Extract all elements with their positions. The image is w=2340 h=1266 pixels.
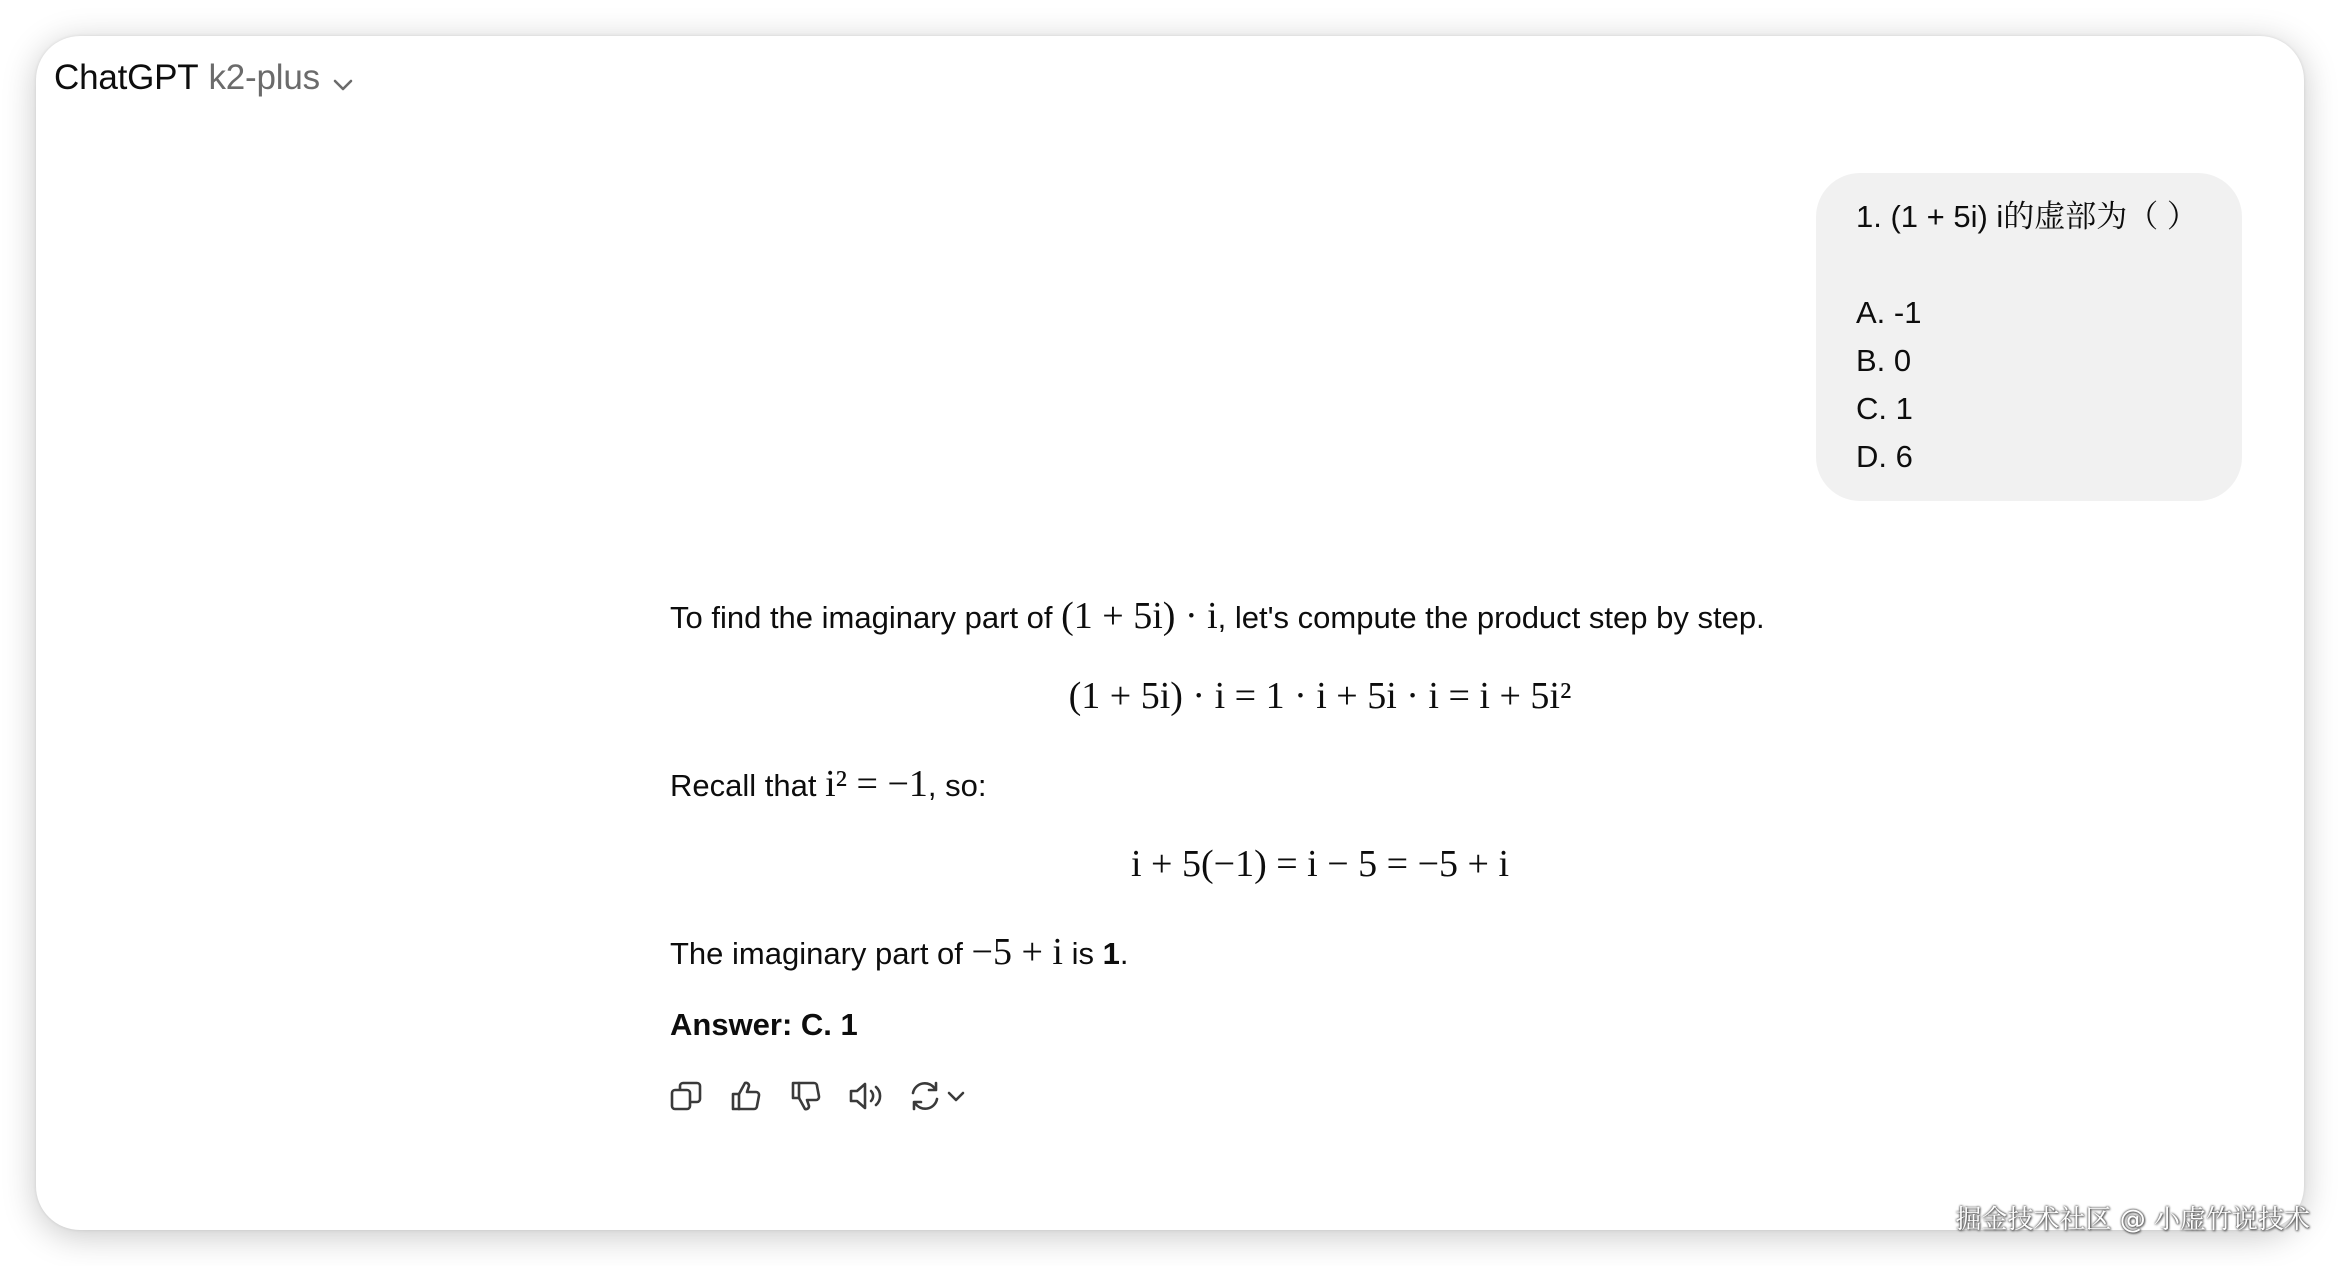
model-selector[interactable] (54, 48, 354, 108)
regenerate-icon (908, 1079, 942, 1118)
option-b: B. 0 (1856, 343, 1912, 378)
recall-math: i² = −1 (825, 763, 928, 805)
watermark: 掘金技术社区 @ 小虚竹说技术 (1955, 1205, 2310, 1235)
result-paragraph: The imaginary part of −5 + i is 1. (670, 931, 1129, 973)
thumbs-up-button[interactable] (728, 1080, 764, 1116)
copy-button[interactable] (668, 1080, 704, 1116)
user-question: 1. (1 + 5i) i的虚部为（ ） (1856, 199, 2198, 234)
read-aloud-icon (848, 1079, 884, 1118)
result-math: −5 + i (971, 931, 1063, 973)
equation-2: i + 5(−1) = i − 5 = −5 + i (1131, 843, 1509, 885)
read-aloud-button[interactable] (848, 1080, 884, 1116)
chevron-down-icon (332, 61, 354, 101)
thumbs-down-button[interactable] (788, 1080, 824, 1116)
thumbs-up-icon (729, 1079, 763, 1118)
message-actions (668, 1080, 972, 1116)
result-value: 1 (1102, 936, 1120, 971)
final-answer: Answer: C. 1 (670, 1007, 858, 1042)
option-c: C. 1 (1856, 391, 1913, 426)
intro-math: (1 + 5i) · i (1061, 595, 1218, 637)
model-name: k2-plus (208, 58, 320, 97)
option-a: A. -1 (1856, 295, 1922, 330)
option-d: D. 6 (1856, 439, 1913, 474)
app-name: ChatGPT (54, 58, 199, 97)
chevron-down-icon (946, 1089, 966, 1108)
equation-1: (1 + 5i) · i = 1 · i + 5i · i = i + 5i² (1068, 675, 1572, 717)
user-message-bubble (1816, 173, 2242, 501)
intro-paragraph: To find the imaginary part of (1 + 5i) · i, let's compute the product step by step. (670, 595, 1765, 637)
copy-icon (669, 1079, 703, 1118)
thumbs-down-icon (789, 1079, 823, 1118)
recall-paragraph: Recall that i² = −1, so: (670, 763, 987, 805)
regenerate-button[interactable] (908, 1080, 972, 1116)
